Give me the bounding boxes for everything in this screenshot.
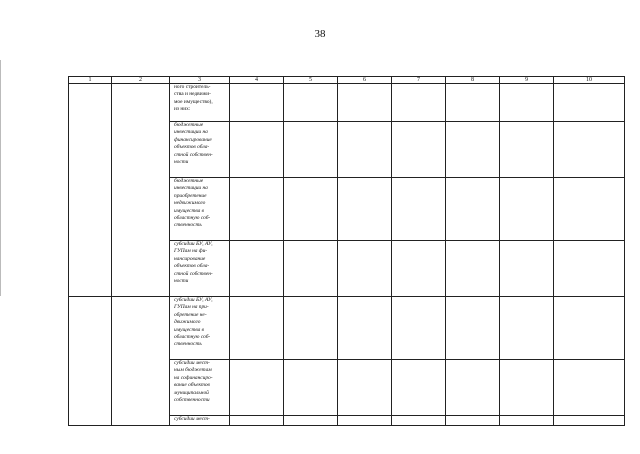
row-label: ного строитель- ства и недвижи- мое имущество), из них: (174, 84, 213, 113)
table-cell (170, 360, 230, 416)
column-number: 3 (170, 77, 230, 84)
table-row (69, 84, 625, 122)
column-number: 6 (338, 77, 392, 84)
table-cell (170, 297, 230, 360)
column-number: 4 (230, 77, 284, 84)
column-number: 8 (446, 77, 500, 84)
data-table (68, 76, 625, 426)
table-cell (170, 178, 230, 241)
column-number-row (69, 77, 625, 84)
table-cell (69, 297, 112, 426)
row-label: субсидии мест- (174, 416, 210, 422)
column-number: 5 (284, 77, 338, 84)
row-label: бюджетные инвестиции на финансирование объектов обла- стной собствен- ности (174, 122, 213, 166)
column-number: 1 (69, 77, 112, 84)
table-cell (170, 84, 230, 122)
table-cell (69, 84, 112, 297)
table-cell (170, 122, 230, 178)
column-number: 10 (554, 77, 625, 84)
row-label: субсидии БУ, АУ, ГУПам на при- обретение не- движимого имущества в областную соб- ственность (174, 297, 213, 348)
column-number: 7 (392, 77, 446, 84)
row-label: бюджетные инвестиции на приобретение недвижимого имущества в областную соб- ственность (174, 178, 211, 229)
row-label: субсидии мест- ным бюджетам на софинансиро- вание объектов муниципальной собственности (174, 360, 213, 404)
table-cell (170, 241, 230, 297)
column-number: 2 (112, 77, 170, 84)
page-number: 38 (314, 28, 326, 40)
scan-edge-line (0, 60, 1, 296)
row-label: субсидии БУ, АУ, ГУПам на фи- нансирование объектов обла- стной собствен- ности (174, 241, 213, 285)
column-number: 9 (500, 77, 554, 84)
table-cell (112, 297, 170, 426)
table-cell (112, 84, 170, 297)
table-row (69, 297, 625, 360)
table-cell (170, 416, 230, 426)
